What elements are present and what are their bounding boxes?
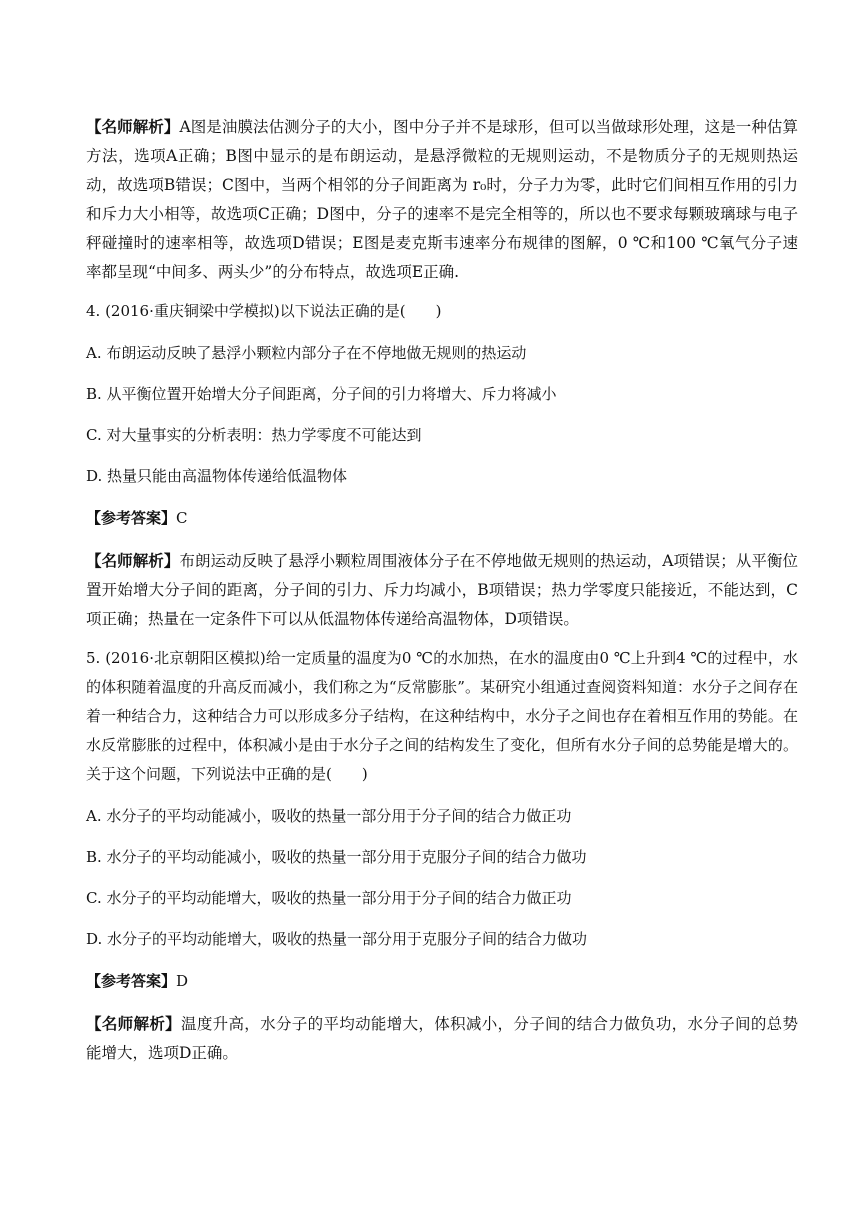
question-5-option-a: A. 水分子的平均动能减小，吸收的热量一部分用于分子间的结合力做正功 — [86, 807, 572, 825]
question-5-option-b: B. 水分子的平均动能减小，吸收的热量一部分用于克服分子间的结合力做功 — [86, 848, 587, 866]
question-4-stem: 4. (2016·重庆铜梁中学模拟)以下说法正确的是( ) — [86, 302, 442, 320]
question-5-stem: 5. (2016·北京朝阳区模拟)给一定质量的温度为0 ℃的水加热，在水的温度由0 ℃上升到4 ℃的过程中，水的体积随着温度的升高反而减小，我们称之为“反常膨胀”。某研究小组通过查阅资料知道：水分子之间存在着一种结合力，这种结合力可以形成多分子结构，在这种结构中，水分子之间也存在着相互作用的势能。在水反常膨胀的过程中，体积减小是由于水分子之间的结构发生了变化，但所有水分子间的总势能是增大的。关于这个问题，下列说法中正确的是( ) — [86, 649, 798, 783]
analysis-tag: 【名师解析】 — [86, 117, 180, 136]
answer-value: D — [176, 972, 189, 990]
answer-tag: 【参考答案】 — [86, 509, 177, 527]
analysis-text: A图是油膜法估测分子的大小，图中分子并不是球形，但可以当做球形处理，这是一种估算方法，选项A正确；B图中显示的是布朗运动，是悬浮微粒的无规则运动，不是物质分子的无规则热运动，故选项B错误；C图中，当两个相邻的分子间距离为 r₀时，分子力为零，此时它们间相互作用的引力和斥力大小相等，故选项C正确；D图中，分子的速率不是完全相等的，所以也不要求每颗玻璃球与电子秤碰撞时的速率相等，故选项D错误；E图是麦克斯韦速率分布规律的图解，0 ℃和100 ℃氧气分子速率都呈现“中间多、两头少”的分布特点，故选项E正确. — [86, 118, 798, 281]
analysis-tag: 【名师解析】 — [86, 551, 180, 570]
question-5-answer — [86, 967, 798, 996]
question-5-option-d: D. 水分子的平均动能增大，吸收的热量一部分用于克服分子间的结合力做功 — [86, 930, 588, 948]
question-4-option-a: A. 布朗运动反映了悬浮小颗粒内部分子在不停地做无规则的热运动 — [86, 344, 527, 362]
question-4-option-c: C. 对大量事实的分析表明：热力学零度不可能达到 — [86, 426, 422, 444]
question-5-analysis — [86, 1009, 798, 1068]
question-4-option-b: B. 从平衡位置开始增大分子间距离，分子间的引力将增大、斥力将减小 — [86, 385, 557, 403]
question-4-answer — [86, 504, 798, 533]
analysis-tag: 【名师解析】 — [86, 1014, 181, 1033]
question-5-option-c: C. 水分子的平均动能增大，吸收的热量一部分用于分子间的结合力做正功 — [86, 889, 572, 907]
analysis-paragraph-prev — [86, 112, 798, 287]
question-4-analysis — [86, 546, 798, 634]
analysis-text: 温度升高，水分子的平均动能增大，体积减小，分子间的结合力做负功，水分子间的总势能增大，选项D正确。 — [86, 1015, 798, 1062]
question-4-option-d: D. 热量只能由高温物体传递给低温物体 — [86, 467, 348, 485]
answer-tag: 【参考答案】 — [86, 972, 177, 990]
answer-value: C — [176, 509, 188, 527]
analysis-text: 布朗运动反映了悬浮小颗粒周围液体分子在不停地做无规则的热运动，A项错误；从平衡位置开始增大分子间的距离，分子间的引力、斥力均减小，B项错误；热力学零度只能接近，不能达到，C项正确；热量在一定条件下可以从低温物体传递给高温物体，D项错误。 — [86, 552, 798, 628]
